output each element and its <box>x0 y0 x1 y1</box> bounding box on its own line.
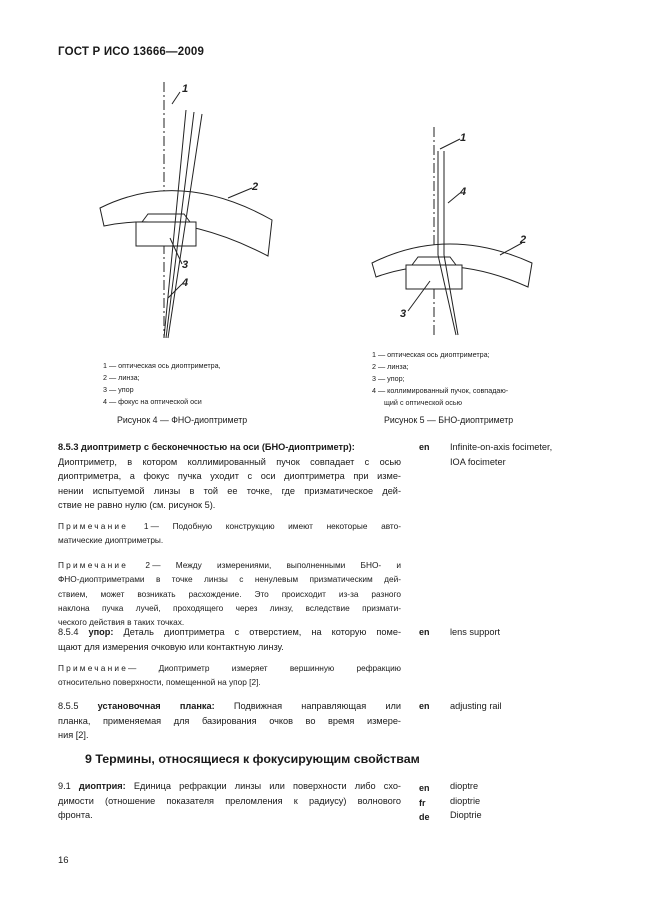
english-equivalent: lens support <box>450 627 501 637</box>
leader-line <box>448 193 460 203</box>
english-equivalent <box>450 440 552 469</box>
figure-label-2: 2 <box>520 234 527 246</box>
legend-row: 1 — оптическая ось диоптриметра; <box>372 350 490 359</box>
lens-support-shape <box>406 265 462 289</box>
note-line <box>58 661 401 675</box>
lang-code: en <box>419 701 430 711</box>
entry-line: димости (отношение показателя преломления к радиусу) волнового <box>58 795 401 806</box>
lens-support-shape <box>136 222 196 246</box>
equivalent-line: IOA focimeter <box>450 456 506 467</box>
legend-row: 4 — коллимированный пучок, совпадаю- <box>372 386 509 395</box>
entry-line: щают для измерения очковую или контактную линзу. <box>58 641 284 652</box>
note-text: — Диоптриметр измеряет вершинную рефракцию <box>128 663 401 673</box>
figure-4-caption: Рисунок 4 — ФНО-диоптриметр <box>117 415 248 425</box>
leader-line <box>228 188 252 198</box>
figure-label-1: 1 <box>182 83 189 95</box>
figure-label-4: 4 <box>460 186 467 198</box>
note-3 <box>58 661 401 690</box>
figure-label-3: 3 <box>182 259 189 271</box>
note-line: ствием, может возникать расхождение. Это происходит из-за разного <box>58 588 401 599</box>
term-equivalents <box>450 779 482 823</box>
note-line: ческого действия в таких точках. <box>58 617 185 628</box>
figure-4-legend <box>103 360 221 408</box>
figure-5-caption: Рисунок 5 — БНО-диоптриметр <box>384 415 514 425</box>
entry-line: ствие не равно нулю (см. рисунок 5). <box>58 500 216 511</box>
note-line: матические диоптриметры. <box>58 535 164 546</box>
equivalent-en: dioptre <box>450 781 479 791</box>
note-label: Примечание 2 <box>58 560 153 570</box>
entry-line: фронта. <box>58 810 93 821</box>
note-line <box>58 519 401 533</box>
note-line: относительно поверхности, помещенной на упор [2]. <box>58 677 261 688</box>
figure-label-4: 4 <box>182 277 189 289</box>
entry-line: ния [2]. <box>58 730 89 741</box>
note-line: ФНО-диоптриметрами в точке линзы с ненулевым призматическим дей- <box>58 574 401 585</box>
legend-row: 3 — упор <box>103 385 134 394</box>
legend-row: 2 — линза; <box>372 362 409 371</box>
legend-row: 4 — фокус на оптической оси <box>103 397 202 406</box>
leader-line <box>172 92 180 104</box>
entry-line: 8.5.4 упор: Деталь диоптриметра с отверстием, на которую поме- <box>58 627 402 637</box>
lang-code <box>419 781 430 825</box>
figure-5-legend <box>372 349 508 409</box>
equivalent-line: Infinite-on-axis focimeter, <box>450 442 553 452</box>
lang-code-en: en <box>419 783 430 793</box>
lang-code: en <box>419 442 430 452</box>
section-heading: 9 Термины, относящиеся к фокусирующим свойствам <box>85 752 420 766</box>
lang-code: en <box>419 627 430 637</box>
document-header: ГОСТ Р ИСО 13666—2009 <box>58 46 205 58</box>
note-line <box>58 558 401 572</box>
note-1 <box>58 519 401 548</box>
entry-9-1 <box>58 779 401 823</box>
note-text: — Подобную конструкцию имеют некоторые авто- <box>150 521 401 531</box>
lang-code-de: de <box>419 812 430 823</box>
entry-8-5-5 <box>58 699 401 743</box>
figure-4-diagram <box>90 80 290 350</box>
entry-8-5-3 <box>58 440 401 513</box>
note-text: — Между измерениями, выполненными БНО- и <box>152 560 401 570</box>
legend-row: 2 — линза; <box>103 373 140 382</box>
legend-row: 3 — упор; <box>372 374 405 383</box>
entry-line: 8.5.5 установочная планка: Подвижная направляющая или <box>58 701 401 711</box>
note-label: Примечание <box>58 663 129 673</box>
equivalent-de: Dioptrie <box>450 810 482 821</box>
figure-label-3: 3 <box>400 308 407 320</box>
entry-line: диоптриметра, а фокус пучка уходит с оси диоптриметра при изме- <box>58 471 401 482</box>
leader-line <box>168 284 182 298</box>
english-equivalent: adjusting rail <box>450 701 502 711</box>
equivalent-fr: dioptrie <box>450 795 481 806</box>
leader-line <box>440 139 460 149</box>
entry-line: планка, применяемая для базирования очков во время измере- <box>58 715 401 726</box>
figure-5-diagram <box>360 125 560 345</box>
legend-row: 1 — оптическая ось диоптриметра, <box>103 361 221 370</box>
entry-line: нении испытуемой линзы в той ее точке, где призматическое дей- <box>58 485 401 496</box>
figure-label-2: 2 <box>252 181 259 193</box>
entry-term: 8.5.3 диоптриметр с бесконечностью на оси (БНО-диоптриметр): <box>58 442 355 452</box>
entry-line: Диоптриметр, в котором коллимированный пучок совпадает с осью <box>58 456 401 467</box>
entry-line: 9.1 диоптрия: Единица рефракции линзы или поверхности либо схо- <box>58 781 401 791</box>
leader-line <box>500 243 522 255</box>
entry-8-5-4 <box>58 625 401 654</box>
legend-row: щий с оптической осью <box>384 398 463 407</box>
note-label: Примечание 1 <box>58 521 151 531</box>
note-line: наклона пучка лучей, проходящего через линзу, вследствие призмати- <box>58 602 401 613</box>
note-2 <box>58 558 401 629</box>
lang-code-fr: fr <box>419 797 426 808</box>
figure-label-1: 1 <box>460 132 467 144</box>
page-number: 16 <box>58 855 69 866</box>
